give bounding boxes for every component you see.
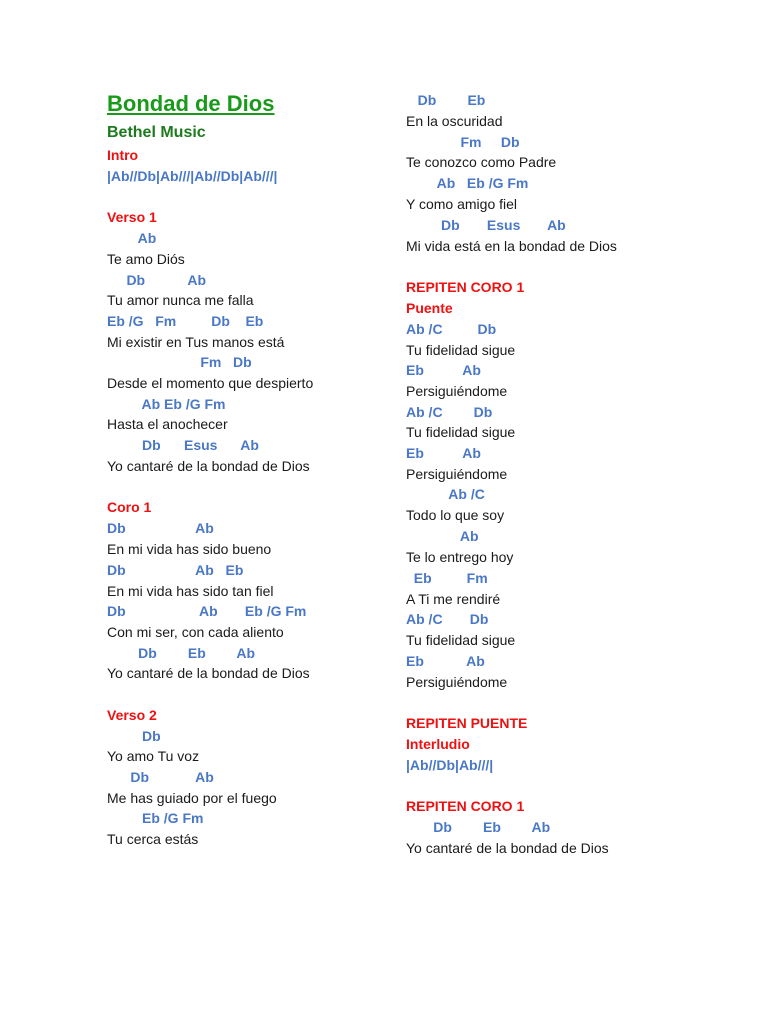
section-heading: Verso 1 (107, 209, 157, 225)
lyric-line: Yo cantaré de la bondad de Dios (406, 840, 609, 856)
chord-line: Db Ab (107, 272, 207, 288)
chord-line: Fm Db (107, 354, 252, 370)
chord-line: Db Ab Eb (107, 562, 244, 578)
lyric-line: A Ti me rendiré (406, 591, 501, 607)
lyric-line: En mi vida has sido bueno (107, 541, 272, 557)
lyric-line: Tu cerca estás (107, 831, 199, 847)
lyric-line: Y como amigo fiel (406, 196, 518, 212)
chord-line: Ab (406, 528, 479, 544)
lyric-line: Mi vida está en la bondad de Dios (406, 238, 617, 254)
lyric-line: En mi vida has sido tan fiel (107, 583, 274, 599)
section-heading: Intro (107, 147, 139, 163)
lyric-line: Todo lo que soy (406, 507, 505, 523)
lyric-line: Persiguiéndome (406, 466, 508, 482)
lyric-line: Tu fidelidad sigue (406, 342, 516, 358)
chord-line: Db Eb (406, 92, 486, 108)
lyric-line: Persiguiéndome (406, 674, 508, 690)
chord-line: |Ab//Db|Ab///| (406, 757, 494, 773)
lyric-line: Desde el momento que despierto (107, 375, 314, 391)
chord-line: Eb Ab (406, 362, 481, 378)
lyric-line: Tu amor nunca me falla (107, 292, 254, 308)
chord-line: Eb Ab (406, 445, 481, 461)
lyric-line: Tu fidelidad sigue (406, 632, 516, 648)
chord-line: Db Eb Ab (406, 819, 551, 835)
lyric-line: Persiguiéndome (406, 383, 508, 399)
section-heading: REPITEN PUENTE (406, 715, 528, 731)
song-artist: Bethel Music (107, 124, 206, 141)
lyric-line: Yo amo Tu voz (107, 748, 200, 764)
chord-line: Db (107, 728, 161, 744)
chord-line: Ab Eb /G Fm (406, 175, 529, 191)
lyric-line: Te amo Diós (107, 251, 185, 267)
lyric-line: Te conozco como Padre (406, 154, 557, 170)
section-heading: Interludio (406, 736, 470, 752)
chord-line: Db Ab (107, 769, 214, 785)
song-title: Bondad de Dios (107, 91, 275, 116)
chord-line: Fm Db (406, 134, 520, 150)
lyric-line: En la oscuridad (406, 113, 503, 129)
section-heading: Puente (406, 300, 453, 316)
chord-line: Db Ab (107, 520, 214, 536)
chord-line: Eb /G Fm (107, 810, 204, 826)
chord-line: Db Eb Ab (107, 645, 256, 661)
lyric-line: Tu fidelidad sigue (406, 424, 516, 440)
chord-line: Eb /G Fm Db Eb (107, 313, 264, 329)
lyric-line: Con mi ser, con cada aliento (107, 624, 284, 640)
chord-line: Eb Fm (406, 570, 488, 586)
section-heading: REPITEN CORO 1 (406, 279, 525, 295)
chord-line: Ab (107, 230, 157, 246)
chord-line: Db Esus Ab (406, 217, 566, 233)
lyric-line: Me has guiado por el fuego (107, 790, 277, 806)
chord-line: Ab /C Db (406, 404, 493, 420)
chord-line: Eb Ab (406, 653, 485, 669)
chord-line: Db Ab Eb /G Fm (107, 603, 307, 619)
lyric-line: Yo cantaré de la bondad de Dios (107, 458, 310, 474)
chord-line: Ab /C Db (406, 321, 497, 337)
lyric-line: Yo cantaré de la bondad de Dios (107, 665, 310, 681)
chord-line: Db Esus Ab (107, 437, 259, 453)
section-heading: Coro 1 (107, 499, 152, 515)
lyric-line: Te lo entrego hoy (406, 549, 514, 565)
chord-line: Ab /C (406, 486, 485, 502)
lyric-line: Hasta el anochecer (107, 416, 228, 432)
chord-line: |Ab//Db|Ab///|Ab//Db|Ab///| (107, 168, 278, 184)
lyric-line: Mi existir en Tus manos está (107, 334, 285, 350)
section-heading: Verso 2 (107, 707, 157, 723)
chord-line: Ab /C Db (406, 611, 489, 627)
section-heading: REPITEN CORO 1 (406, 798, 525, 814)
chord-line: Ab Eb /G Fm (107, 396, 226, 412)
